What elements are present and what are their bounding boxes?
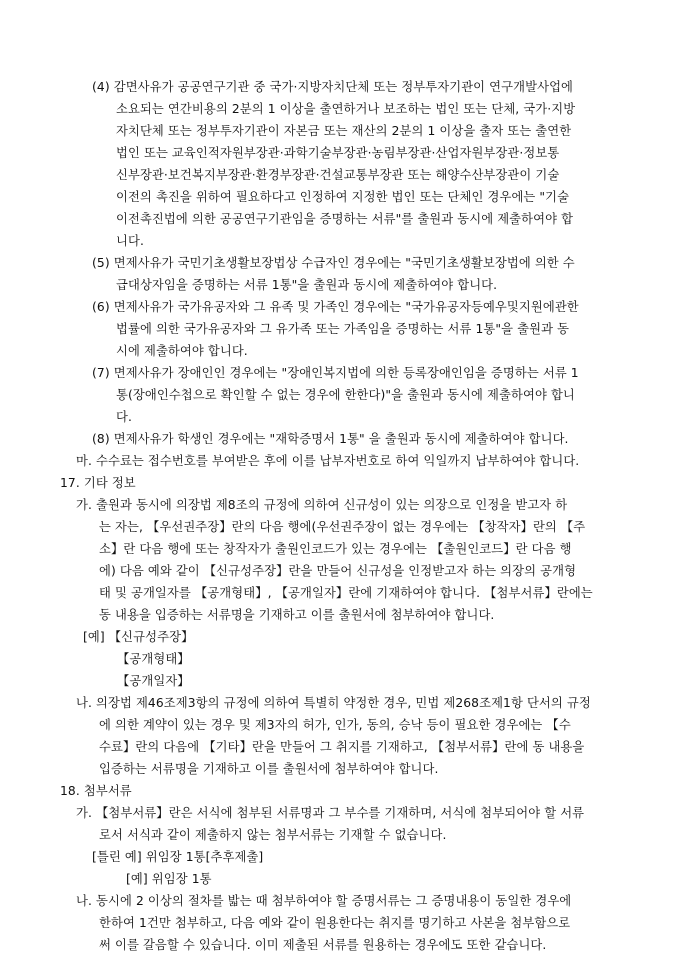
text-line: 마. 수수료는 접수번호를 부여받은 후에 이를 납부자번호로 하여 익일까지 납부하여야 합니다. xyxy=(76,454,580,468)
text-line: 가. 출원과 동시에 의장법 제8조의 규정에 의하여 신규성이 있는 의장으로 인정을 받고자 하 xyxy=(76,498,568,512)
text-line: 에) 다음 예와 같이 【신규성주장】란을 만들어 신규성을 인정받고자 하는 의장의 공개형 xyxy=(99,564,577,578)
text-line: 신부장관·보건복지부장관·환경부장관·건설교통부장관 또는 해양수산부장관이 기술 xyxy=(116,168,560,182)
text-line: 자치단체 또는 정부투자기관이 자본금 또는 재산의 2분의 1 이상을 출자 또는 출연한 xyxy=(116,124,572,138)
text-line: 한하여 1건만 첨부하고, 다음 예와 같이 원용한다는 취지를 명기하고 사본을 첨부함으로 xyxy=(99,916,571,930)
text-line: 소요되는 연간비용의 2분의 1 이상을 출연하거나 보조하는 법인 또는 단체, 국가·지방 xyxy=(116,102,576,116)
text-line: 로서 서식과 같이 제출하지 않는 첨부서류는 기재할 수 없습니다. xyxy=(99,828,447,842)
text-line: (7) 면제사유가 장애인인 경우에는 "장애인복지법에 의한 등록장애인임을 증명하는 서류 1 xyxy=(92,366,579,380)
example-line: 【공개형태】 xyxy=(117,652,190,666)
text-line: 동 내용을 입증하는 서류명을 기재하고 이를 출원서에 첨부하여야 합니다. xyxy=(99,608,495,622)
section-heading: 17. 기타 정보 xyxy=(60,476,136,490)
example-line: 【공개일자】 xyxy=(117,674,190,688)
text-line: 나. 동시에 2 이상의 절차를 밟는 때 첨부하여야 할 증명서류는 그 증명내용이 동일한 경우에 xyxy=(76,894,572,908)
text-line: 이전촉진법에 의한 공공연구기관임을 증명하는 서류"를 출원과 동시에 제출하여야 합 xyxy=(116,212,574,226)
text-line: 소】란 다음 행에 또는 창작자가 출원인코드가 있는 경우에는 【출원인코드】란 다음 행 xyxy=(99,542,572,556)
text-line: 급대상자임을 증명하는 서류 1통"을 출원과 동시에 제출하여야 합니다. xyxy=(116,278,498,292)
text-line: 이전의 촉진을 위하여 필요하다고 인정하여 지정한 법인 또는 단체인 경우에는 "기술 xyxy=(116,190,570,204)
text-line: (8) 면제사유가 학생인 경우에는 "재학증명서 1통" 을 출원과 동시에 제출하여야 합니다. xyxy=(92,432,569,446)
text-line: 써 이를 갈음할 수 있습니다. 이미 제출된 서류를 원용하는 경우에도 또한 같습니다. xyxy=(99,938,547,952)
text-line: (4) 감면사유가 공공연구기관 중 국가·지방자치단체 또는 정부투자기관이 연구개발사업에 xyxy=(92,80,574,94)
text-line: 다. xyxy=(116,410,132,424)
text-line: 법인 또는 교육인적자원부장관·과학기술부장관·농림부장관·산업자원부장관·정보통 xyxy=(116,146,560,160)
text-line: 에 의한 계약이 있는 경우 및 제3자의 허가, 인가, 동의, 승낙 등이 필요한 경우에는 【수 xyxy=(99,718,571,732)
section-heading: 18. 첨부서류 xyxy=(60,784,132,798)
text-line: 수료】란의 다음에 【기타】란을 만들어 그 취지를 기재하고, 【첨부서류】란에 동 내용을 xyxy=(99,740,585,754)
text-line: (6) 면제사유가 국가유공자와 그 유족 및 가족인 경우에는 "국가유공자등예우및지원에관한 xyxy=(92,300,579,314)
text-line: 태 및 공개일자를 【공개형태】, 【공개일자】란에 기재하여야 합니다. 【첨부서류】란에는 xyxy=(99,586,593,600)
text-line: 입증하는 서류명을 기재하고 이를 출원서에 첨부하여야 합니다. xyxy=(99,762,439,776)
text-line: 시에 제출하여야 합니다. xyxy=(116,344,248,358)
text-line: 나. 의장법 제46조제3항의 규정에 의하여 특별히 약정한 경우, 민법 제268조제1항 단서의 규정 xyxy=(76,696,591,710)
text-line: 는 자는, 【우선권주장】란의 다음 행에(우선권주장이 없는 경우에는 【창작자】란의 【주 xyxy=(99,520,586,534)
example-line: [틀린 예] 위임장 1통[추후제출] xyxy=(92,850,264,864)
text-line: 통(장애인수첩으로 확인할 수 없는 경우에 한한다)"을 출원과 동시에 제출하여야 합니 xyxy=(116,388,575,402)
example-line: [예] 【신규성주장】 xyxy=(83,630,194,644)
text-line: 가. 【첨부서류】란은 서식에 첨부된 서류명과 그 부수를 기재하며, 서식에 첨부되어야 할 서류 xyxy=(76,806,585,820)
example-line: [예] 위임장 1통 xyxy=(126,872,212,886)
text-line: 법률에 의한 국가유공자와 그 유가족 또는 가족임을 증명하는 서류 1통"을 출원과 동 xyxy=(116,322,570,336)
text-line: (5) 면제사유가 국민기초생활보장법상 수급자인 경우에는 "국민기초생활보장법에 의한 수 xyxy=(92,256,575,270)
text-line: 니다. xyxy=(116,234,144,248)
